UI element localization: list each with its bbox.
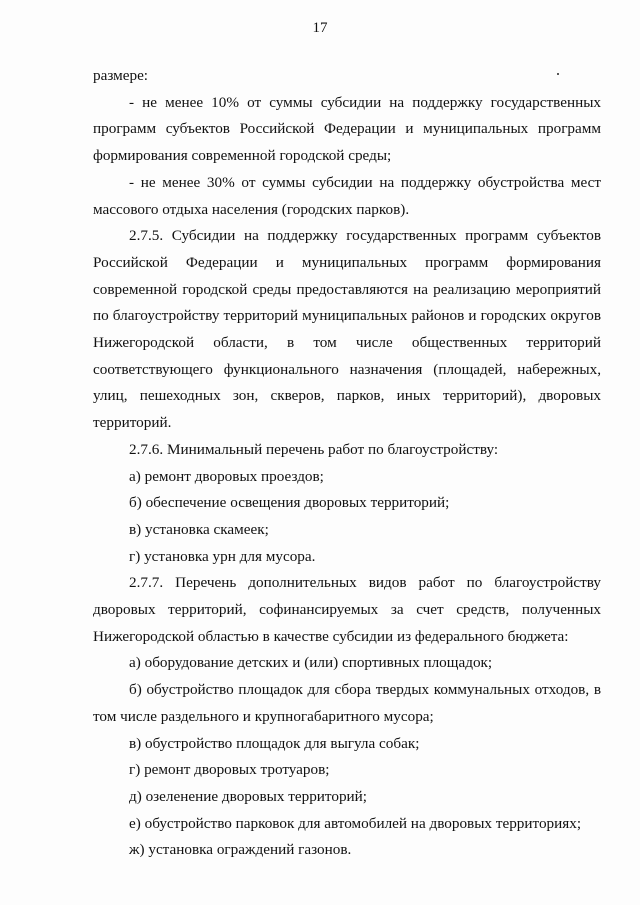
page-number: 17: [312, 20, 328, 36]
list-item: д) озеленение дворовых территорий;: [129, 787, 368, 805]
paragraph: 2.7.7. Перечень дополнительных видов работ по благоустройству дворовых территорий, софинансируемых за счет средств, полученных Нижегородской областью в качестве субсидии из федерального бюджета:: [93, 574, 601, 645]
list-item: в) обустройство площадок для выгула собак;: [129, 734, 420, 752]
list-item: в) установка скамеек;: [129, 520, 269, 538]
list-item: а) ремонт дворовых проездов;: [129, 467, 324, 485]
list-item: г) ремонт дворовых тротуаров;: [129, 761, 330, 779]
paragraph: - не менее 10% от суммы субсидии на поддержку государственных программ субъектов Российской Федерации и муниципальных программ формирования современной городской среды;: [93, 93, 601, 165]
paragraph: 2.7.6. Минимальный перечень работ по благоустройству:: [129, 440, 499, 458]
list-item: б) обеспечение освещения дворовых территорий;: [129, 494, 450, 512]
paragraph: - не менее 30% от суммы субсидии на поддержку обустройства мест массового отдыха населения (городских парков).: [93, 173, 601, 218]
list-item: е) обустройство парковок для автомобилей на дворовых территориях;: [129, 814, 582, 832]
list-item: б) обустройство площадок для сбора твердых коммунальных отходов, в том числе раздельного и крупногабаритного мусора;: [93, 681, 601, 725]
body-text: [93, 63, 601, 864]
list-item: а) оборудование детских и (или) спортивных площадок;: [129, 654, 493, 672]
paragraph: размере:: [93, 67, 149, 84]
list-item: ж) установка ограждений газонов.: [129, 841, 352, 859]
paragraph: 2.7.5. Субсидии на поддержку государственных программ субъектов Российской Федерации и муниципальных программ формирования современной городской среды предоставляются на реализацию мероприятий по благоустройству территорий муниципальных районов и городских округов Нижегородской области, в том числе общественных территорий соответствующего функционального назначения (площадей, набережных, улиц, пешеходных зон, скверов, парков, иных территорий), дворовых территорий.: [93, 227, 601, 432]
list-item: г) установка урн для мусора.: [129, 547, 316, 565]
